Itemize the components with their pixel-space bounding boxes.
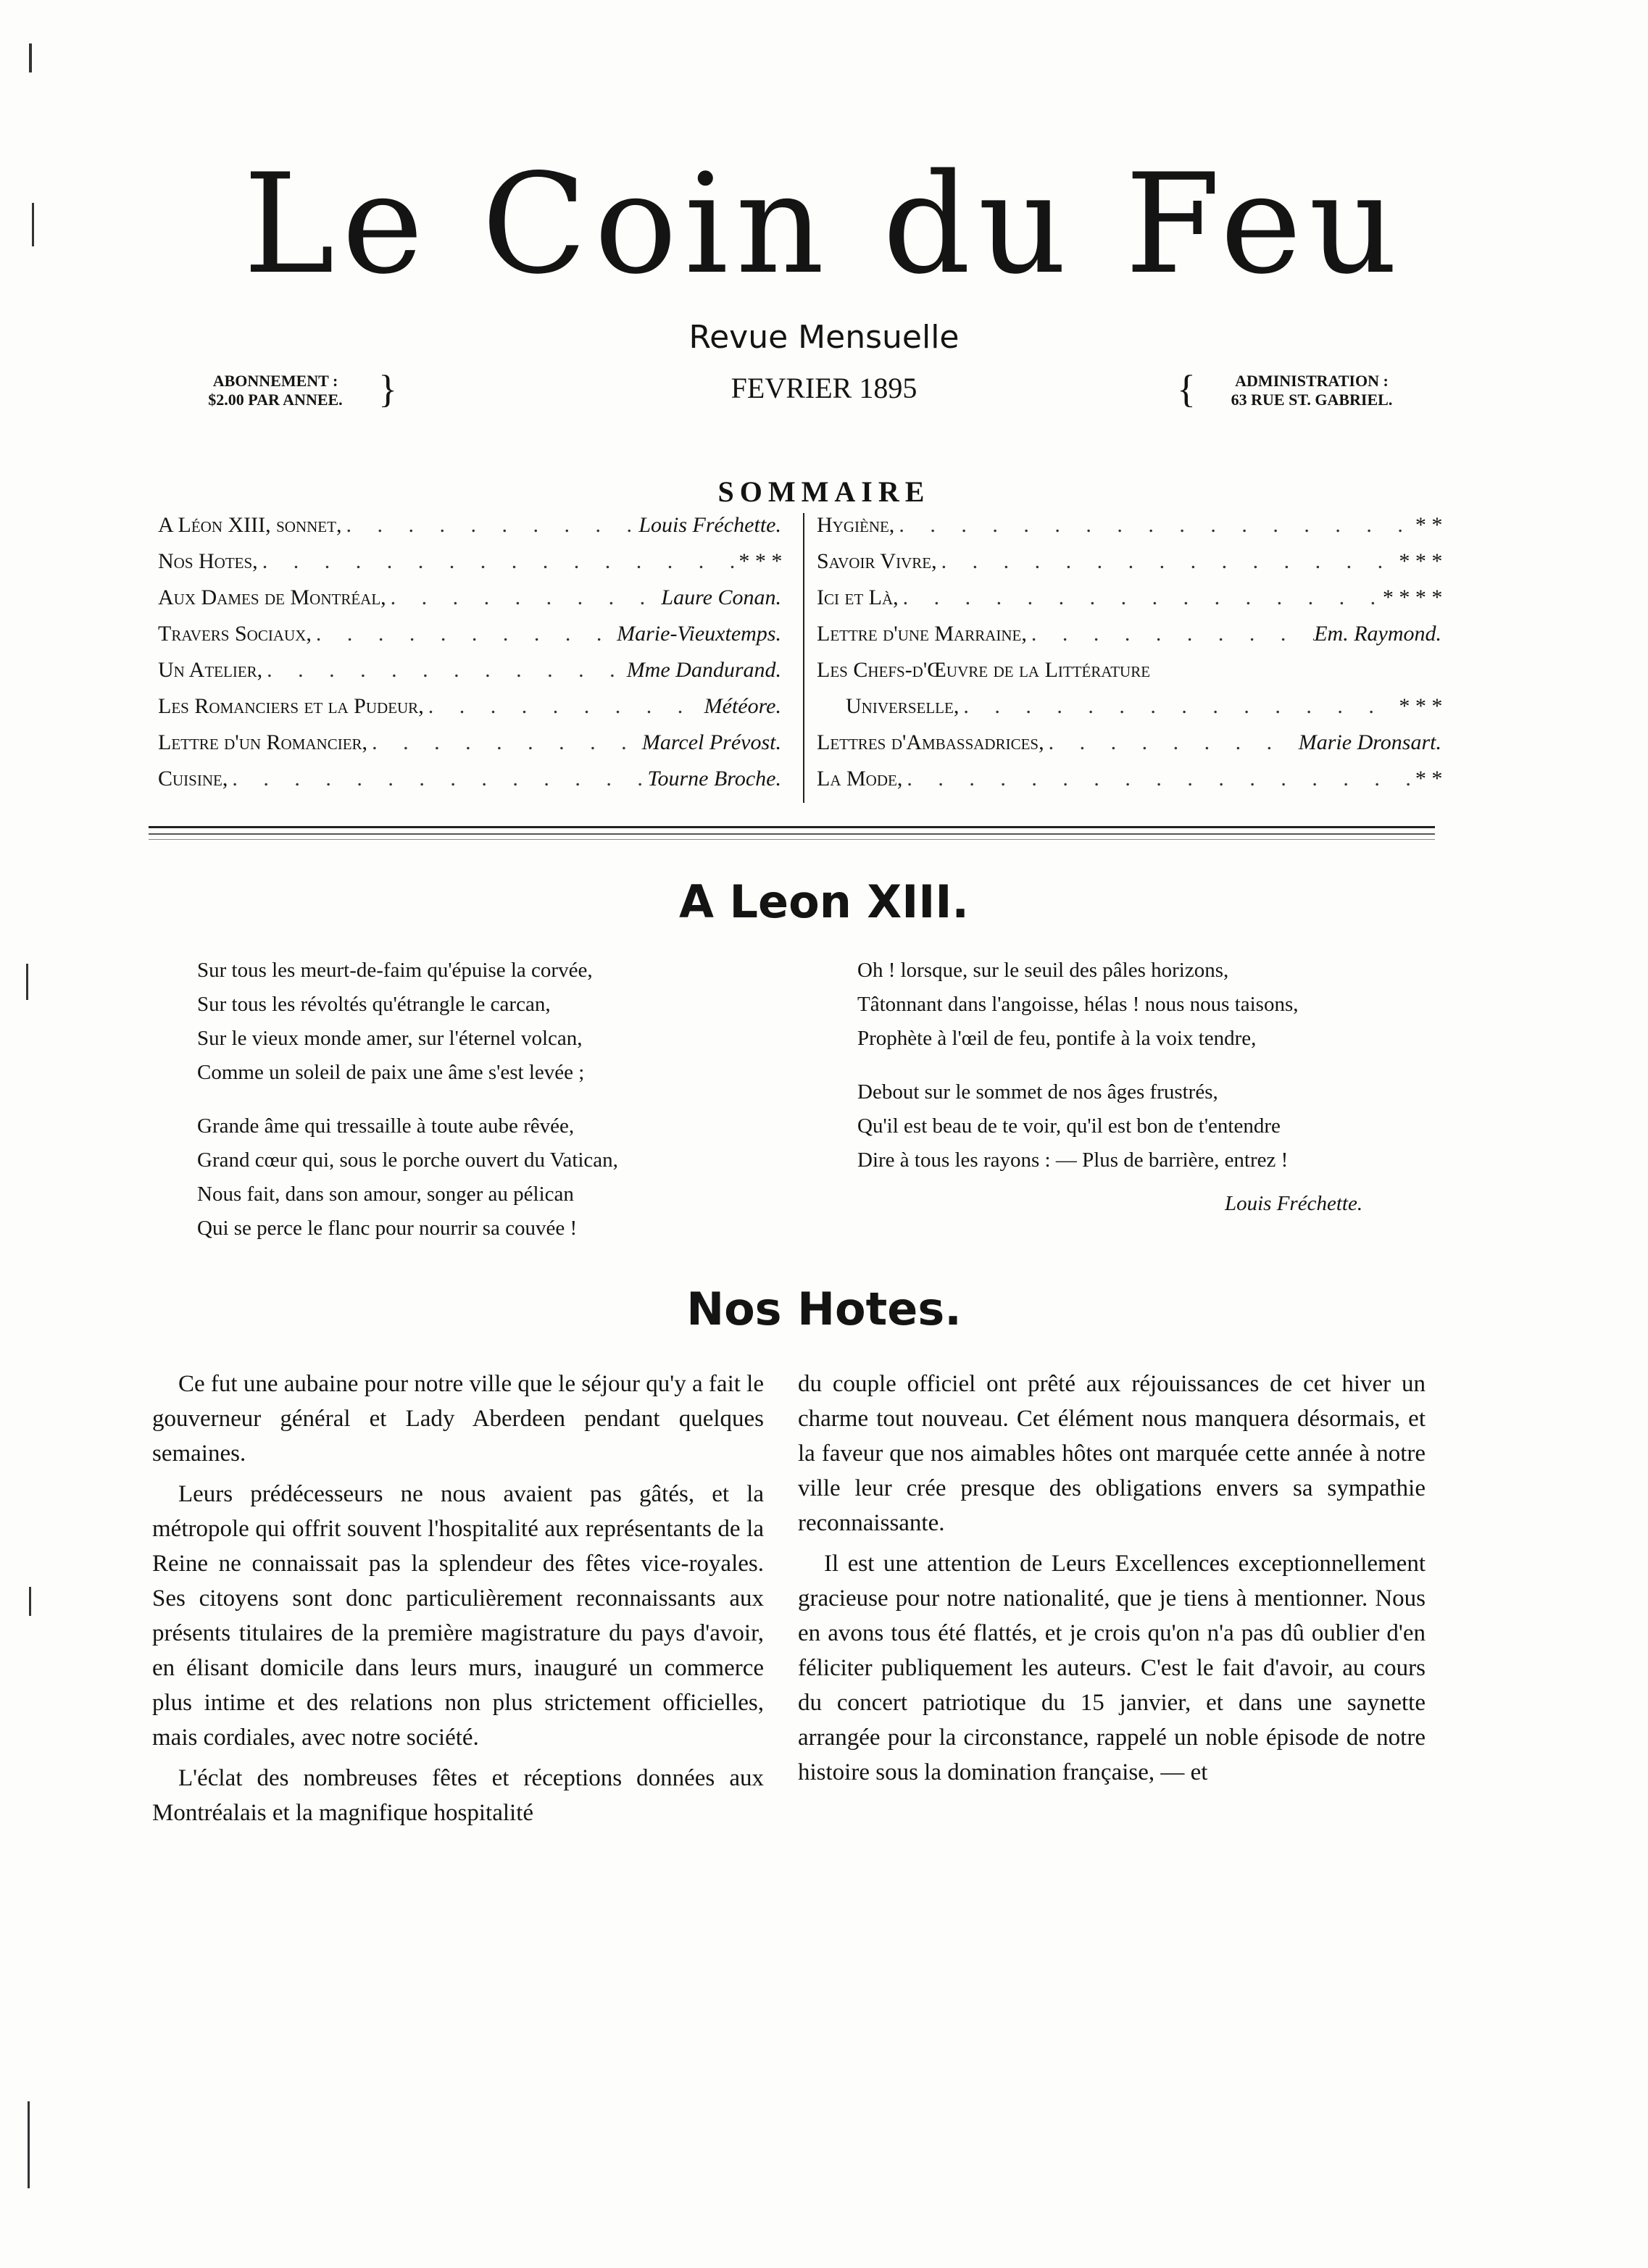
poem-line: Grande âme qui tressaille à toute aube rêvée, [197,1114,575,1138]
dot-leader [424,694,704,719]
dot-leader [258,549,738,574]
section-rule [149,826,1435,828]
dot-leader [312,622,617,646]
toc-entry [817,767,1441,803]
toc-entry-author: Laure Conan. [661,585,781,609]
poem-stanza [857,1075,1423,1177]
toc-entry [158,549,781,585]
toc-entry-author: Em. Raymond. [1314,622,1441,646]
article-paragraph: L'éclat des nombreuses fêtes et réceptions données aux Montréalais et la magnifique hospitalité [152,1765,764,1826]
toc-entry [817,658,1441,694]
scan-artifact [29,43,32,72]
toc-entry [158,513,781,549]
poem-line: Grand cœur qui, sous le porche ouvert du Vatican, [197,1148,618,1172]
poem-line: Comme un soleil de paix une âme s'est levée ; [197,1061,585,1084]
toc-entry [817,622,1441,658]
toc-entry [817,585,1441,622]
poem-stanza [197,1109,748,1246]
toc-entry-author: Marcel Prévost. [641,730,781,754]
toc-entry-title: Les Chefs-d'Œuvre de la Littérature [817,658,1151,682]
toc-entry-title: Universelle, [846,694,960,718]
subscription-label: ABONNEMENT : [212,372,338,390]
poem-stanza [197,954,748,1090]
administration-label: ADMINISTRATION : [1235,372,1389,390]
toc-entry-author: Marie-Vieuxtemps. [617,622,781,646]
toc-entry [158,658,781,694]
dot-leader [1027,622,1314,646]
poem-title: A Leon XIII. [678,875,969,928]
toc-entry-author: Météore. [704,694,781,718]
article-paragraph: du couple officiel ont prêté aux réjouissances de cet hiver un charme tout nouveau. Cet élément nous manquera désormais, et la faveur que nos aimables hôtes ont marquée cette année à notre ville leur crée presque des obligations envers sa sympathie reconnaissante. [798,1371,1426,1536]
toc-entry [817,513,1441,549]
right-brace-icon: } [378,367,397,411]
toc-entry [158,694,781,730]
toc-entry [817,694,1441,730]
poem-stanza [857,954,1423,1056]
toc-entry [158,585,781,622]
toc-entry-author: * * * * [1381,585,1441,609]
article-paragraph: Il est une attention de Leurs Excellences exceptionnellement gracieuse pour notre nationalité, que je tiens à mentionner. Nous en avons tous été flattés, et je crois qu'on n'a pas dû oublier d'en féliciter publiquement les auteurs. C'est le fait d'avoir, au cours du concert patriotique du 15 janvier, et dans une saynette arrangée pour la circonstance, rappelé un noble épisode de notre histoire sous la domination française, — et [798,1551,1426,1785]
poem-line: Tâtonnant dans l'angoisse, hélas ! nous nous taisons, [857,993,1299,1016]
poem-line: Qu'il est beau de te voir, qu'il est bon de t'entendre [857,1114,1281,1138]
masthead-title: Le Coin du Feu [243,144,1405,304]
toc-entry-title: Lettre d'une Marraine, [817,622,1027,646]
article-title: Nos Hotes. [686,1283,962,1335]
toc-entry-title: Lettres d'Ambassadrices, [817,730,1044,754]
poem-line: Debout sur le sommet de nos âges frustrés, [857,1080,1218,1104]
toc-entry-title: Hygiène, [817,513,895,537]
toc-entry-title: A Léon XIII, sonnet, [158,513,342,537]
dot-leader [959,694,1398,719]
dot-leader [894,513,1414,538]
poem-line: Sur tous les révoltés qu'étrangle le carcan, [197,993,551,1016]
sommaire-title: SOMMAIRE [717,475,931,508]
article-right-column [798,1367,1426,1796]
sommaire-left-column [158,513,781,803]
dot-leader [341,513,638,538]
scan-artifact [28,2101,30,2188]
dot-leader [1044,730,1299,755]
subscription-notice [159,367,397,411]
poem-signature: Louis Fréchette. [1225,1192,1363,1215]
poem-line: Sur tous les meurt-de-faim qu'épuise la corvée, [197,959,593,982]
dot-leader [386,585,662,610]
article-paragraph: Ce fut une aubaine pour notre ville que le séjour qu'y a fait le gouverneur général et Lady Aberdeen pendant quelques semaines. [152,1371,764,1467]
toc-entry-title: La Mode, [817,767,903,791]
poem-line: Dire à tous les rayons : — Plus de barrière, entrez ! [857,1148,1289,1172]
poem-right-column [857,954,1423,1197]
article-paragraph: Leurs prédécesseurs ne nous avaient pas gâtés, et la métropole qui offrit souvent l'hospitalité aux représentants de la Reine ne connaissait pas la splendeur des fêtes vice-royales. Ses citoyens sont donc particulièrement reconnaissants aux présents titulaires de la première magistrature du pays d'avoir, en élisant domicile dans leurs murs, inauguré un commerce plus intime et des relations non plus strictement officielles, mais cordiales, avec notre société. [152,1481,764,1751]
dot-leader [937,549,1398,574]
poem-left-column [197,954,748,1265]
dot-leader [899,585,1382,610]
toc-entry-author: * * * [1398,549,1441,573]
dot-leader [228,767,647,791]
toc-entry [158,730,781,767]
scan-artifact [29,1587,31,1616]
toc-entry-author: Marie Dronsart. [1298,730,1441,754]
administration-address: 63 RUE ST. GABRIEL. [1231,391,1393,409]
scan-artifact [26,964,28,1000]
dot-leader [902,767,1414,791]
toc-entry [817,549,1441,585]
masthead-subtitle: Revue Mensuelle [688,319,960,356]
sommaire-right-column [817,513,1441,803]
dot-leader [367,730,642,755]
toc-entry-author: * * * [1398,694,1441,718]
administration-notice [1177,367,1442,411]
poem-line: Oh ! lorsque, sur le seuil des pâles horizons, [857,959,1229,982]
toc-entry-author: Tourne Broche. [647,767,781,791]
toc-entry-title: Ici et Là, [817,585,899,609]
toc-entry-title: Aux Dames de Montréal, [158,585,386,609]
subscription-price: $2.00 PAR ANNEE. [208,391,343,409]
dot-leader [262,658,627,683]
toc-entry [817,730,1441,767]
toc-entry [158,767,781,803]
poem-line: Qui se perce le flanc pour nourrir sa couvée ! [197,1217,578,1240]
scan-artifact [32,203,34,246]
toc-entry-author: * * * [738,549,781,573]
toc-entry-author: Louis Fréchette. [638,513,781,537]
poem-line: Nous fait, dans son amour, songer au pélican [197,1183,574,1206]
toc-entry-title: Nos Hotes, [158,549,258,573]
toc-entry-title: Savoir Vivre, [817,549,937,573]
issue-date: FEVRIER 1895 [731,372,917,404]
toc-entry-title: Cuisine, [158,767,228,791]
section-rule [149,839,1435,840]
toc-entry-author: Mme Dandurand. [626,658,781,682]
section-rule [149,833,1435,835]
poem-line: Sur le vieux monde amer, sur l'éternel volcan, [197,1027,583,1050]
toc-entry-title: Travers Sociaux, [158,622,312,646]
toc-entry-title: Un Atelier, [158,658,263,682]
toc-entry-author: * * [1414,513,1441,537]
toc-entry [158,622,781,658]
poem-line: Prophète à l'œil de feu, pontife à la voix tendre, [857,1027,1257,1050]
left-brace-icon: { [1177,367,1196,411]
toc-entry-title: Lettre d'un Romancier, [158,730,368,754]
article-left-column [152,1367,764,1836]
toc-entry-title: Les Romanciers et la Pudeur, [158,694,424,718]
toc-entry-author: * * [1414,767,1441,791]
sommaire-column-divider [803,513,804,803]
